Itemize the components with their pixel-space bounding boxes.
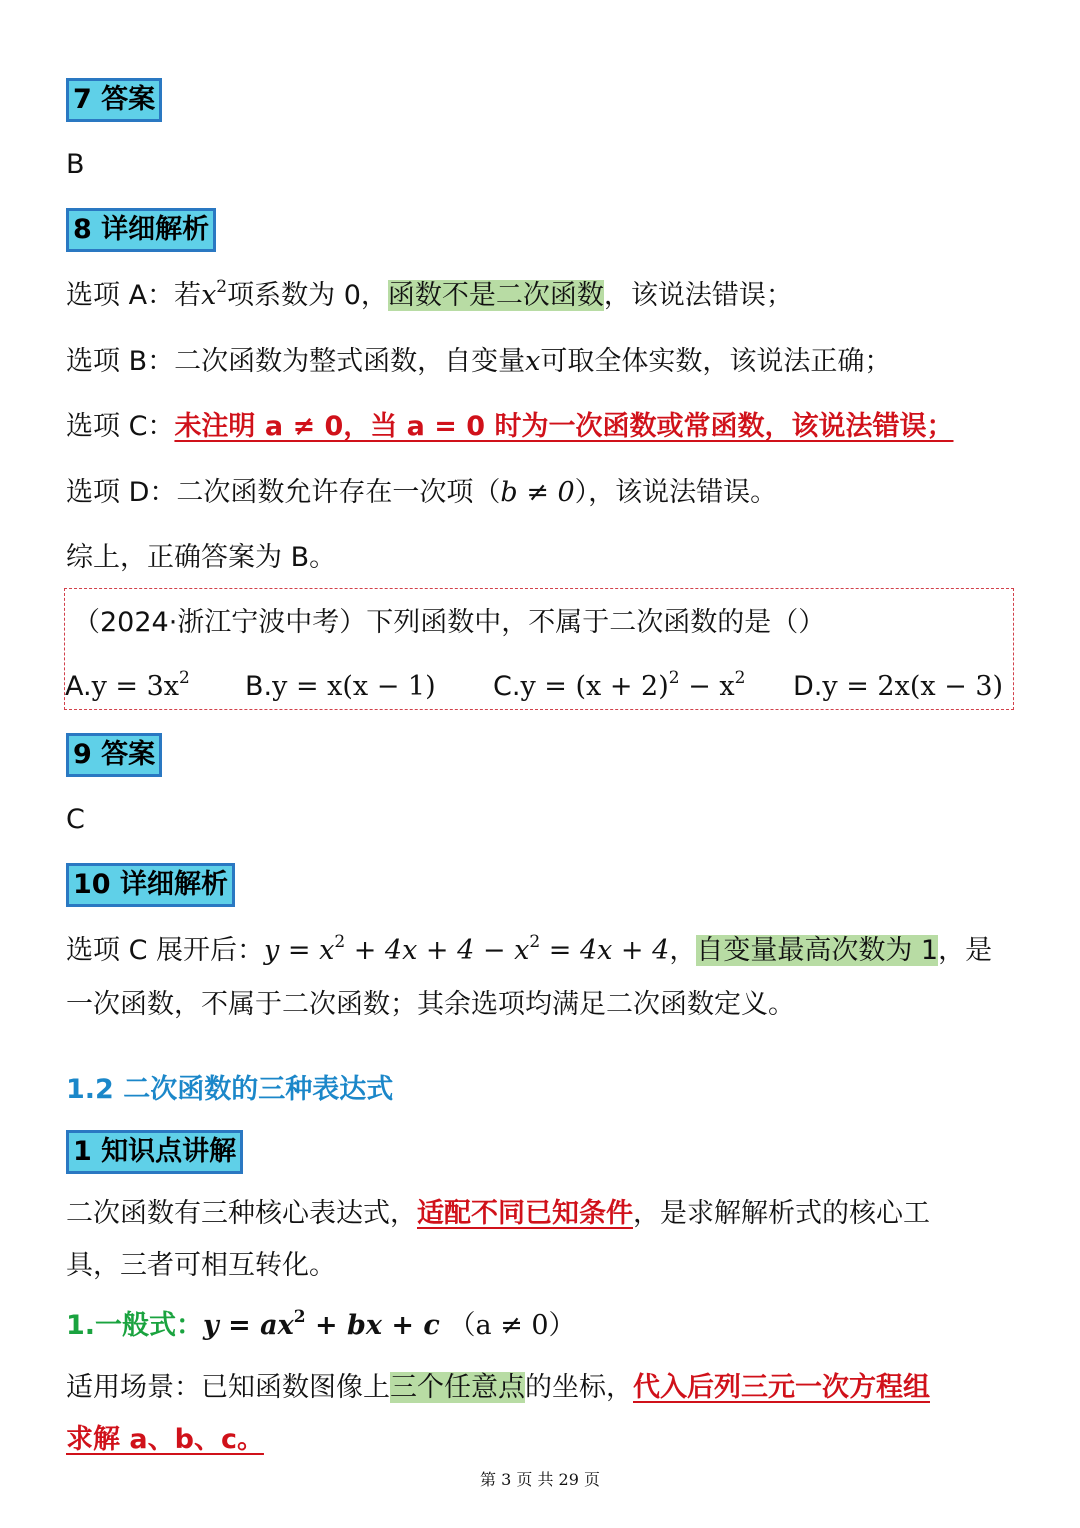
knowledge-heading: 1 知识点讲解 bbox=[66, 1130, 243, 1174]
red-emphasis-equations: 代入后列三元一次方程组 bbox=[633, 1372, 930, 1403]
answer-9-heading: 9 答案 bbox=[66, 733, 162, 777]
knowledge-para-line1: 二次函数有三种核心表达式，适配不同已知条件，是求解解析式的核心工 bbox=[66, 1198, 930, 1229]
question-9-stem: （2024·浙江宁波中考）下列函数中，不属于二次函数的是（） bbox=[73, 607, 826, 638]
knowledge-para-line2: 具，三者可相互转化。 bbox=[66, 1250, 336, 1281]
section-title: 1.2 二次函数的三种表达式 bbox=[66, 1074, 394, 1105]
analysis-10-heading: 10 详细解析 bbox=[66, 863, 235, 907]
analysis-8-heading: 8 详细解析 bbox=[66, 208, 216, 252]
answer-7-text: B bbox=[66, 149, 85, 180]
question-9-box bbox=[64, 588, 1014, 710]
option-c-analysis: 选项 C：未注明 a ≠ 0，当 a = 0 时为一次函数或常函数，该说法错误； bbox=[66, 411, 954, 442]
option-b-analysis: 选项 B：二次函数为整式函数，自变量x可取全体实数，该说法正确； bbox=[66, 346, 892, 377]
option-a-analysis: 选项 A：若$x^2$项系数为 0，函数不是二次函数，该说法错误； bbox=[66, 277, 793, 311]
red-emphasis-conditions: 适配不同已知条件 bbox=[417, 1198, 633, 1229]
option-d-analysis: 选项 D：二次函数允许存在一次项（b ≠ 0），该说法错误。 bbox=[66, 477, 778, 508]
option-c: $C.y = (x + 2)^2 - x^2$ bbox=[493, 668, 746, 702]
highlight-three-points: 三个任意点 bbox=[390, 1372, 525, 1403]
analysis-10-line1: 选项 C 展开后：$y = x^2 + 4x + 4 - x^2 = 4x + 4$，自变量最高次数为 1，是 bbox=[66, 932, 993, 966]
usage-scene-line2 bbox=[66, 1420, 264, 1460]
highlight-highest-degree: 自变量最高次数为 1 bbox=[696, 935, 939, 966]
red-emphasis-c: 未注明 a ≠ 0，当 a = 0 时为一次函数或常函数，该说法错误； bbox=[174, 411, 954, 442]
answer-9-text: C bbox=[66, 804, 85, 835]
option-b: B.y = x(x − 1) bbox=[245, 671, 436, 702]
option-d: D.y = 2x(x − 3) bbox=[793, 671, 1004, 702]
option-a: $A.y = 3x^2$ bbox=[65, 668, 190, 702]
analysis-10-line2: 一次函数，不属于二次函数；其余选项均满足二次函数定义。 bbox=[66, 989, 795, 1020]
answer-7-heading: 7 答案 bbox=[66, 78, 162, 122]
usage-scene-line1: 适用场景：已知函数图像上三个任意点的坐标，代入后列三元一次方程组 bbox=[66, 1372, 930, 1403]
red-emphasis-solve: 求解 a、b、c。 bbox=[66, 1424, 264, 1455]
page-footer: 第 3 页 共 29 页 bbox=[480, 1470, 600, 1489]
summary-8: 综上，正确答案为 B。 bbox=[66, 542, 337, 573]
highlight-not-quadratic: 函数不是二次函数 bbox=[387, 280, 604, 311]
general-form: 1.一般式：$y = ax^2$ + bx + c （a ≠ 0） bbox=[66, 1307, 576, 1341]
